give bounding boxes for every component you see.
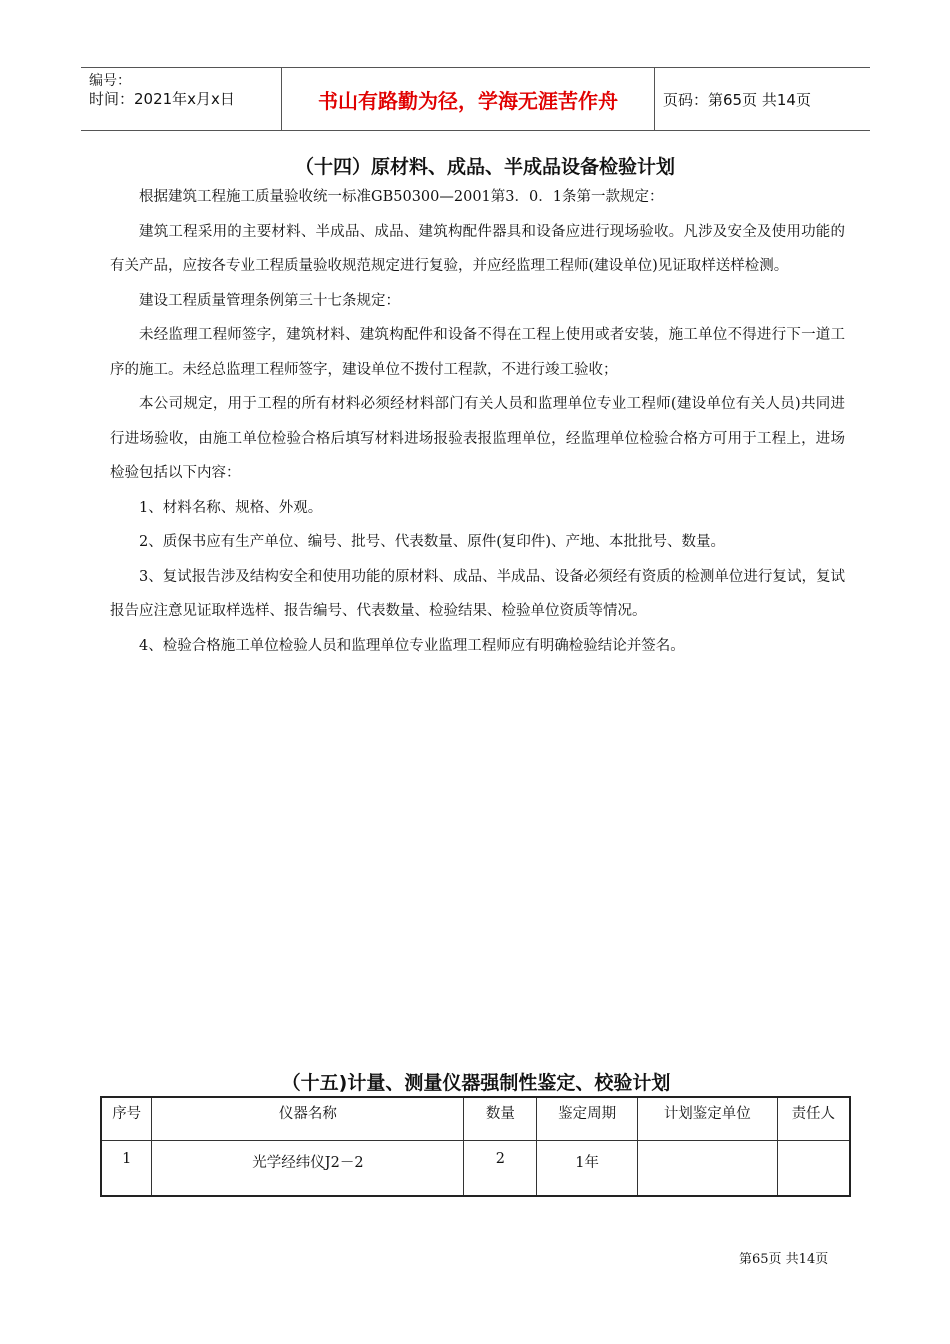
cell-unit [638,1141,778,1197]
column-header-quantity: 数量 [464,1097,537,1141]
column-header-index: 序号 [101,1097,152,1141]
list-item: 3、复试报告涉及结构安全和使用功能的原材料、成品、半成品、设备必须经有资质的检测单位进行复试，复试报告应注意见证取样选样、报告编号、代表数量、检验结果、检验单位资质等情况。 [110,568,845,619]
section-14-body [110,180,845,663]
list-item: 1、材料名称、规格、外观。 [139,499,323,516]
header-motto: 书山有路勤为径，学海无涯苦作舟 [281,68,655,130]
paragraph: 建筑工程采用的主要材料、半成品、成品、建筑构配件器具和设备应进行现场验收。凡涉及安全及使用功能的有关产品，应按各专业工程质量验收规范规定进行复验，并应经监理工程师(建设单位)见证取样送样检测。 [110,223,845,274]
header-meta [81,68,281,130]
paragraph: 未经监理工程师签字，建筑材料、建筑构配件和设备不得在工程上使用或者安装，施工单位不得进行下一道工序的施工。未经总监理工程师签字，建设单位不拨付工程款，不进行竣工验收； [110,327,845,378]
time-label: 时间：2021年x月x日 [89,90,235,108]
section-14-title: （十四）原材料、成品、半成品设备检验计划 [294,156,675,178]
number-label: 编号： [89,73,131,89]
header-page-label: 页码：第65页 共14页 [663,90,811,109]
column-header-cycle: 鉴定周期 [537,1097,638,1141]
paragraph: 本公司规定，用于工程的所有材料必须经材料部门有关人员和监理单位专业工程师(建设单位有关人员)共同进行进场验收，由施工单位检验合格后填写材料进场报验表报监理单位，经监理单位检验合格方可用于工程上，进场检验包括以下内容： [110,396,845,481]
cell-quantity: 2 [464,1141,537,1197]
table-header-row [101,1097,850,1141]
page-header [81,67,870,131]
column-header-owner: 责任人 [777,1097,850,1141]
column-header-instrument: 仪器名称 [152,1097,464,1141]
page-footer: 第65页 共14页 [739,1252,829,1267]
list-item: 4、检验合格施工单位检验人员和监理单位专业监理工程师应有明确检验结论并签名。 [139,637,685,654]
column-header-unit: 计划鉴定单位 [638,1097,778,1141]
cell-index: 1 [101,1141,152,1197]
paragraph: 根据建筑工程施工质量验收统一标准GB50300—2001第3．0．1条第一款规定： [139,189,664,205]
list-item: 2、质保书应有生产单位、编号、批号、代表数量、原件(复印件)、产地、本批批号、数量。 [139,534,726,550]
table-row [101,1141,850,1197]
cell-owner [777,1141,850,1197]
paragraph: 建设工程质量管理条例第三十七条规定： [139,292,400,309]
instrument-calibration-table [100,1096,851,1197]
section-15-title: （十五)计量、测量仪器强制性鉴定、校验计划 [281,1072,671,1094]
cell-cycle: 1年 [537,1141,638,1197]
cell-instrument: 光学经纬仪J2－2 [152,1141,464,1197]
